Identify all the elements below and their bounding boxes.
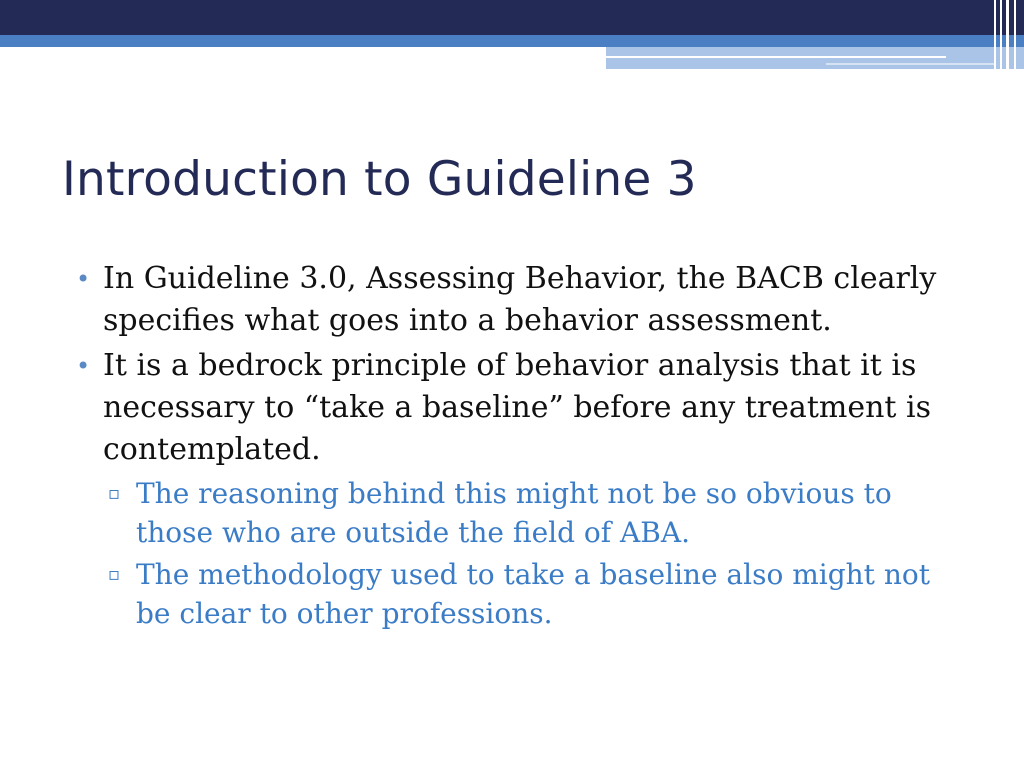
sub-bullet-square-icon: ▫ (108, 483, 121, 504)
header-band-blue (0, 35, 1024, 47)
bullet-dot-icon: • (76, 352, 91, 380)
sub-bullet-text: The methodology used to take a baseline also might not be clear to other professions. (136, 558, 930, 630)
header-band-light (606, 47, 1024, 69)
header-accent-line (606, 56, 946, 58)
slide-title: Introduction to Guideline 3 (62, 152, 697, 207)
bullet-item (76, 345, 976, 471)
sub-bullet-item (108, 555, 966, 633)
sub-bullet-text: The reasoning behind this might not be so obvious to those who are outside the field of ABA. (136, 477, 892, 549)
slide-body (76, 258, 976, 636)
bullet-text: It is a bedrock principle of behavior analysis that it is necessary to “take a baseline” before any treatment is contemplated. (103, 348, 931, 467)
header-stripes (990, 0, 1024, 70)
bullet-text: In Guideline 3.0, Assessing Behavior, the BACB clearly specifies what goes into a behavior assessment. (103, 261, 937, 338)
bullet-item (76, 258, 976, 342)
header-accent-line-secondary (826, 63, 996, 65)
header-band-dark (0, 0, 1024, 35)
sub-bullet-square-icon: ▫ (108, 564, 121, 585)
bullet-dot-icon: • (76, 265, 91, 293)
sub-bullet-item (108, 474, 966, 552)
